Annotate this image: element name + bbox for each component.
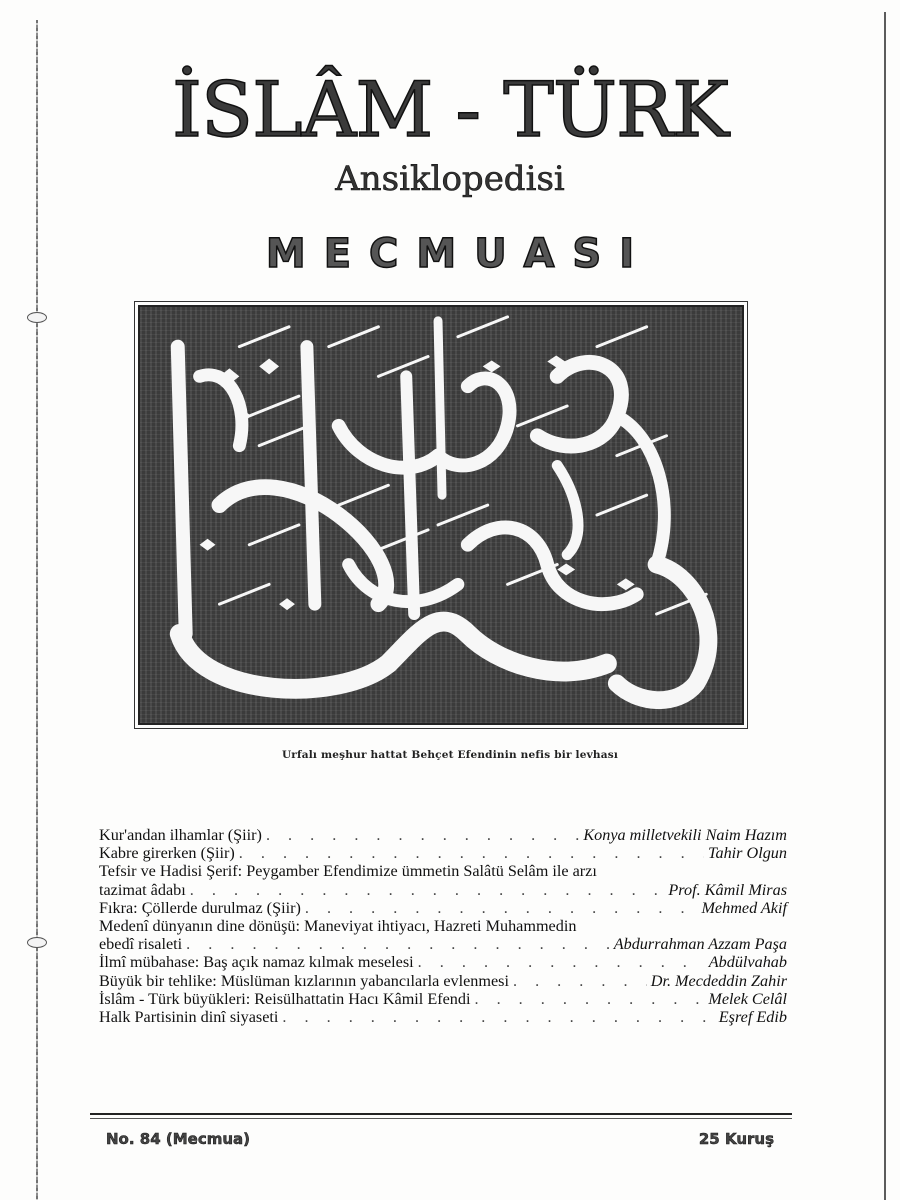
toc-entry-author: Prof. Kâmil Miras [668, 880, 787, 899]
plate-caption: Urfalı meşhur hattat Behçet Efendinin nefis bir levhası [281, 749, 619, 761]
toc-leader-dots [474, 990, 704, 1008]
toc-entry-title: Tefsir ve Hadisi Şerif: Peygamber Efendimize ümmetin Salâtü Selâm ile arzı [99, 862, 597, 881]
toc-entry-author: Abdurrahman Azzam Paşa [613, 935, 787, 954]
staple-mark [27, 937, 47, 948]
toc-leader-dots [190, 881, 665, 899]
toc-entry-continuation: tazimat âdabı [99, 880, 186, 899]
toc-entry-author: Abdülvahab [708, 953, 787, 972]
toc-entry-continuation: ebedî risaleti [99, 935, 183, 954]
toc-leader-dots [282, 1008, 714, 1026]
toc-entry [99, 881, 787, 899]
magazine-section: MECMUASI [265, 231, 653, 277]
magazine-subtitle: Ansiklopedisi [335, 159, 565, 199]
toc-entry [99, 826, 787, 844]
toc-entry-author: Eşref Edib [718, 1008, 787, 1027]
toc-entry-author: Tahir Olgun [707, 844, 787, 863]
toc-entry-title: Medenî dünyanın dine dönüşü: Maneviyat ihtiyacı, Hazreti Muhammedin [99, 917, 577, 936]
issue-price: 25 Kuruş [698, 1130, 774, 1148]
toc-entry-author: Konya milletvekili Naim Hazım [583, 826, 787, 844]
toc-entry-title: Fıkra: Çöllerde durulmaz (Şiir) [99, 898, 301, 917]
toc-entry [99, 899, 787, 917]
toc-leader-dots [186, 935, 610, 953]
toc-entry-title: Halk Partisinin dinî siyaseti [99, 1008, 279, 1027]
toc-entry-title: Kabre girerken (Şiir) [99, 844, 235, 863]
toc-entry-title: Kur'andan ilhamlar (Şiir) [99, 826, 262, 844]
toc-entry [99, 844, 787, 862]
toc-leader-dots [513, 972, 647, 990]
toc-entry-title: İlmî mübahase: Baş açık namaz kılmak meselesi [99, 953, 414, 972]
calligraphy-plate [138, 305, 744, 725]
toc-leader-dots [305, 899, 698, 917]
footer-rule [90, 1113, 792, 1115]
calligraphy-image [140, 307, 742, 723]
toc-entry [99, 953, 787, 971]
toc-leader-dots [239, 844, 704, 862]
toc-entry-author: Dr. Mecdeddin Zahir [650, 971, 787, 990]
issue-number: No. 84 (Mecmua) [106, 1130, 251, 1148]
toc-entry [99, 935, 787, 953]
table-of-contents [99, 826, 787, 1026]
toc-entry [99, 990, 787, 1008]
toc-entry-title: Büyük bir tehlike: Müslüman kızlarının yabancılarla evlenmesi [99, 971, 509, 990]
staple-mark [27, 312, 47, 323]
toc-entry-author: Mehmed Akif [701, 898, 787, 917]
toc-entry-title: İslâm - Türk büyükleri: Reisülhattatin Hacı Kâmil Efendi [99, 989, 471, 1008]
binding-line [36, 20, 38, 1200]
magazine-title: İSLÂM - TÜRK [172, 65, 728, 154]
toc-leader-dots [266, 826, 579, 844]
toc-entry [99, 972, 787, 990]
footer-rule [90, 1118, 792, 1119]
toc-entry [99, 1008, 787, 1026]
toc-leader-dots [418, 953, 705, 971]
toc-entry-author: Melek Celâl [708, 989, 787, 1008]
